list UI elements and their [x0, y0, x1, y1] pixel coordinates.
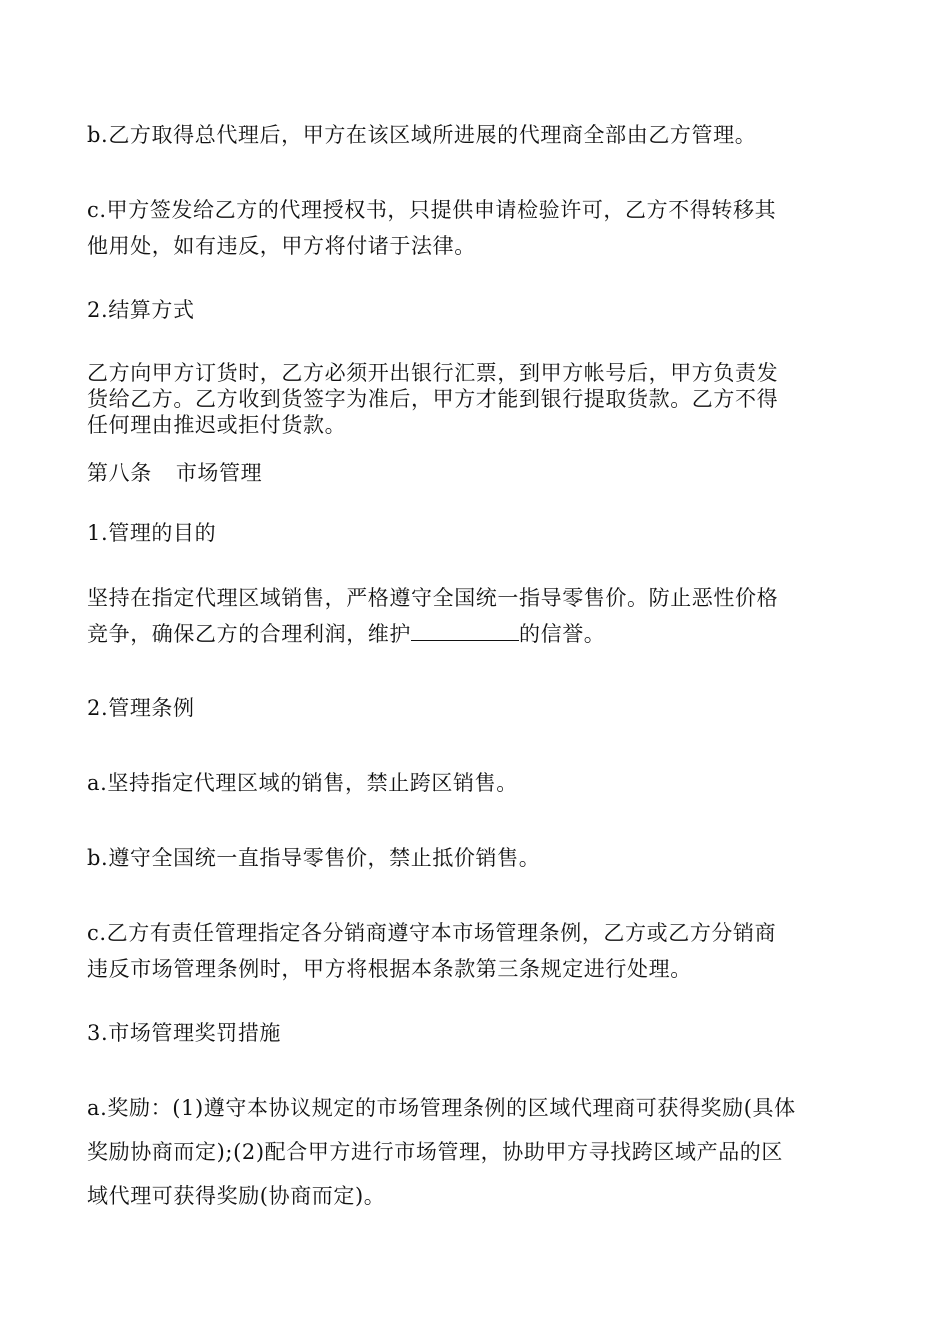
- clause-b-total-agency: [87, 117, 867, 153]
- text-line: 奖励协商而定);(2)配合甲方进行市场管理，协助甲方寻找跨区域产品的区: [87, 1140, 784, 1164]
- paragraph-purpose: [87, 580, 867, 652]
- text-line: [87, 616, 867, 652]
- text-line: 任何理由推迟或拒付货款。: [87, 413, 347, 437]
- heading-text: 2.结算方式: [87, 298, 195, 322]
- article-title: 市场管理: [175, 461, 263, 485]
- heading-text: 2.管理条例: [87, 696, 195, 720]
- heading-settlement: [87, 292, 867, 328]
- article-number: 第八条: [87, 461, 152, 485]
- text-line: 违反市场管理条例时，甲方将根据本条款第三条规定进行处理。: [87, 957, 692, 981]
- text-line: 乙方向甲方订货时，乙方必须开出银行汇票，到甲方帐号后，甲方负责发: [87, 361, 779, 385]
- text-segment: 的信誉。: [519, 622, 606, 646]
- text-line: 域代理可获得奖励(协商而定)。: [87, 1184, 386, 1208]
- rule-b: [87, 840, 867, 876]
- text-line: 坚持在指定代理区域销售，严格遵守全国统一指导零售价。防止恶性价格: [87, 586, 779, 610]
- text-line: c.甲方签发给乙方的代理授权书，只提供申请检验许可，乙方不得转移其: [87, 198, 777, 222]
- text-line: 他用处，如有违反，甲方将付诸于法律。: [87, 234, 476, 258]
- fill-in-blank: [411, 622, 519, 641]
- text-line: a.坚持指定代理区域的销售，禁止跨区销售。: [87, 771, 518, 795]
- rule-a: [87, 765, 867, 801]
- text-line: 货给乙方。乙方收到货签字为准后，甲方才能到银行提取货款。乙方不得: [87, 387, 779, 411]
- text-segment: 竞争，确保乙方的合理利润，维护: [87, 622, 411, 646]
- heading-rules: [87, 690, 867, 726]
- clause-c-authorization: [87, 192, 867, 264]
- text-line: c.乙方有责任管理指定各分销商遵守本市场管理条例，乙方或乙方分销商: [87, 921, 777, 945]
- rule-c: [87, 915, 867, 987]
- heading-purpose: [87, 515, 867, 551]
- heading-text: 1.管理的目的: [87, 521, 217, 545]
- text-line: b.乙方取得总代理后，甲方在该区域所进展的代理商全部由乙方管理。: [87, 123, 757, 147]
- text-line: b.遵守全国统一直指导零售价，禁止抵价销售。: [87, 846, 541, 870]
- paragraph-settlement: [87, 360, 867, 438]
- heading-text: 3.市场管理奖罚措施: [87, 1021, 282, 1045]
- article-8-heading: [87, 455, 867, 491]
- heading-measures: [87, 1015, 867, 1051]
- measure-a-reward: [87, 1086, 867, 1218]
- text-line: a.奖励：(1)遵守本协议规定的市场管理条例的区域代理商可获得奖励(具体: [87, 1096, 796, 1120]
